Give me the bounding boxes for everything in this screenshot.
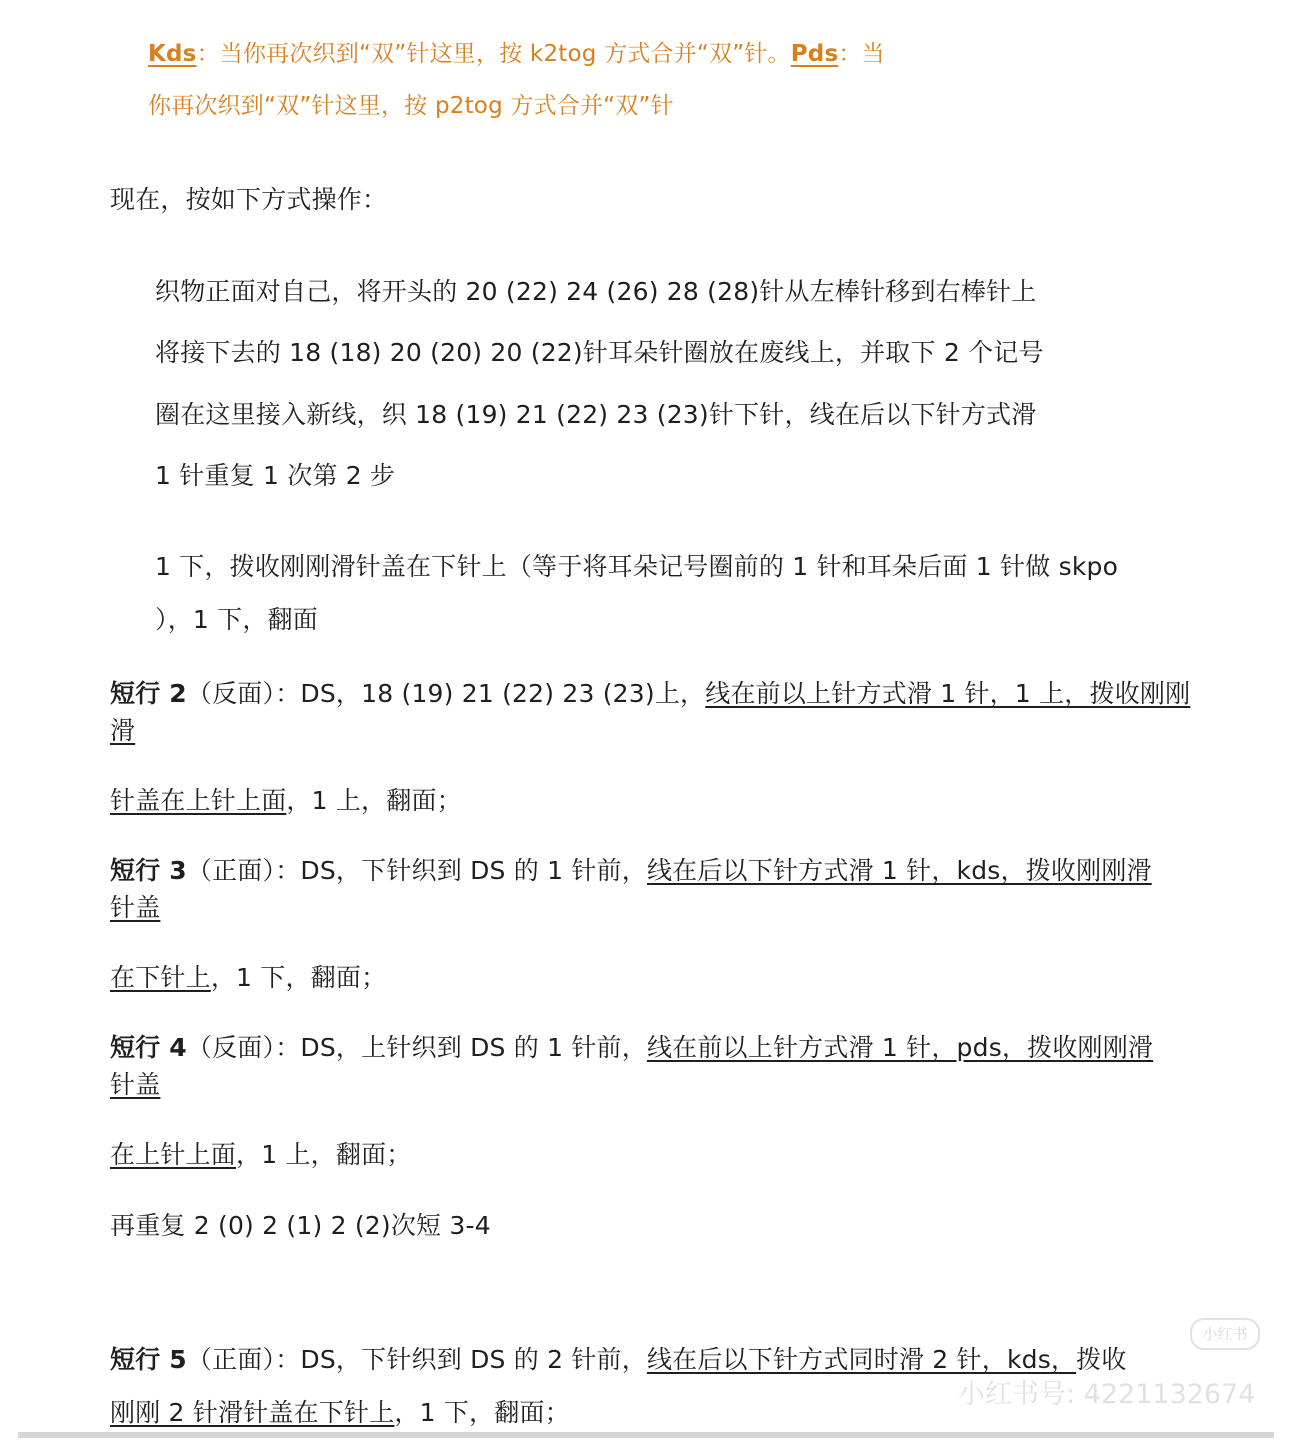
step-line-2: 将接下去的 18 (18) 20 (20) 20 (22)针耳朵针圈放在废线上，并取下 2 个记号 [155,338,1044,367]
step-line-5: 1 下，拨收刚刚滑针盖在下针上（等于将耳朵记号圈前的 1 针和耳朵后面 1 针做 skpo [155,552,1119,581]
row5-label: 短行 5 [110,1345,187,1374]
row5-plain-1: 拨收 [1076,1345,1127,1374]
watermark-text: 小红书号: 4221132674 [958,1379,1256,1410]
repeat-line: 再重复 2 (0) 2 (1) 2 (2)次短 3-4 [110,1211,491,1240]
row3-label: 短行 3 [110,856,187,885]
row3-tail: ，1 下，翻面； [210,963,387,992]
row2-line-2 [110,715,135,747]
bottom-divider [18,1432,1274,1438]
row3-line-1 [110,855,1152,887]
row4-underlined-1: 线在前以上针方式滑 1 针，pds，拨收刚刚滑 [646,1033,1154,1062]
row4-underlined-2: 针盖 [110,1070,161,1099]
row2-line-1 [110,678,1190,710]
row5-line-2 [110,1397,570,1429]
row3-line-2 [110,892,160,924]
row2-underlined-1: 线在前以上针方式滑 1 针，1 上，拨收刚刚 [705,679,1191,708]
kds-label: Kds [148,41,197,67]
row5-underlined-2: 刚刚 2 针滑针盖在下针上 [110,1398,395,1427]
row4-tail: ，1 上，翻面； [236,1140,412,1169]
row3-underlined-3: 在下针上 [110,963,211,992]
pds-text-b: 你再次织到“双”针这里，按 p2tog 方式合并“双”针 [148,93,674,119]
step-line-6: ），1 下，翻面 [155,605,318,634]
row5-tail: ，1 下，翻面； [394,1398,570,1427]
row2-side: （反面）：DS，18 (19) 21 (22) 23 (23)上， [186,679,706,708]
row2-label: 短行 2 [110,679,187,708]
row5-side: （正面）：DS，下针织到 DS 的 2 针前， [186,1345,647,1374]
row4-line-1 [110,1032,1153,1064]
now-heading: 现在，按如下方式操作： [110,185,388,214]
row4-line-2 [110,1069,160,1101]
row3-line-3 [110,962,386,994]
row2-line-3 [110,785,462,817]
row3-underlined-1: 线在后以下针方式滑 1 针，kds，拨收刚刚滑 [646,856,1152,885]
row3-side: （正面）：DS，下针织到 DS 的 1 针前， [186,856,647,885]
row2-underlined-2: 滑 [110,716,136,745]
pds-label: Pds [790,41,839,67]
row4-underlined-3: 在上针上面 [110,1140,237,1169]
watermark-badge: 小红书 [1190,1318,1260,1350]
row2-tail: ，1 上，翻面； [286,786,462,815]
row3-underlined-2: 针盖 [110,893,161,922]
row4-side: （反面）：DS，上针织到 DS 的 1 针前， [186,1033,647,1062]
intro-line-2 [148,90,674,122]
row5-underlined-1: 线在后以下针方式同时滑 2 针，kds， [646,1345,1077,1374]
step-line-3: 圈在这里接入新线，织 18 (19) 21 (22) 23 (23)针下针，线在后以下针方式滑 [155,400,1037,429]
step-line-1: 织物正面对自己，将开头的 20 (22) 24 (26) 28 (28)针从左棒针移到右棒针上 [155,277,1037,306]
intro-line-1 [148,38,885,70]
row4-label: 短行 4 [110,1033,187,1062]
kds-text: ：当你再次织到“双”针这里，按 k2tog 方式合并“双”针。 [196,41,791,67]
row2-underlined-3: 针盖在上针上面 [110,786,287,815]
row4-line-3 [110,1139,411,1171]
step-line-4: 1 针重复 1 次第 2 步 [155,461,396,490]
pds-text-a: ：当 [838,41,885,67]
